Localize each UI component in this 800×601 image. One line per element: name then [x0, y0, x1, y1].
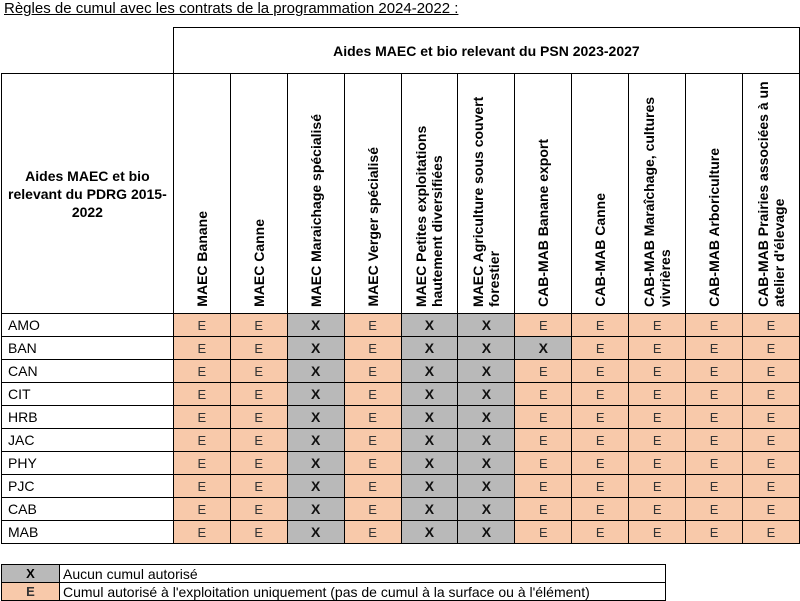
pdrg-header: Aides MAEC et bio relevant du PDRG 2015-2022	[2, 74, 174, 314]
table-cell: E	[515, 498, 572, 521]
table-cell: E	[572, 498, 629, 521]
table-cell: E	[743, 498, 800, 521]
table-cell: E	[743, 406, 800, 429]
column-header	[230, 74, 287, 314]
table-cell: X	[458, 475, 515, 498]
column-header-label: MAEC Canne	[250, 219, 267, 307]
row-label: PHY	[2, 452, 174, 475]
table-cell: X	[287, 429, 344, 452]
table-cell: E	[230, 521, 287, 544]
table-row	[2, 406, 800, 429]
row-label: PJC	[2, 475, 174, 498]
column-header-label: MAEC Banane	[193, 211, 210, 307]
column-header	[401, 74, 458, 314]
table-cell: E	[344, 429, 401, 452]
row-label: AMO	[2, 314, 174, 337]
table-cell: X	[458, 314, 515, 337]
column-header	[458, 74, 515, 314]
table-cell: E	[515, 452, 572, 475]
table-cell: E	[230, 406, 287, 429]
table-cell: E	[686, 360, 743, 383]
table-cell: X	[401, 383, 458, 406]
row-label: BAN	[2, 337, 174, 360]
psn-header: Aides MAEC et bio relevant du PSN 2023-2027	[173, 28, 799, 74]
table-cell: X	[287, 475, 344, 498]
column-header-label: CAB-MAB Prairies associées à un atelier d'élevage	[755, 81, 788, 307]
table-cell: E	[629, 452, 686, 475]
table-cell: E	[629, 521, 686, 544]
table-cell: E	[344, 406, 401, 429]
row-label: CIT	[2, 383, 174, 406]
table-cell: E	[344, 314, 401, 337]
table-cell: E	[344, 521, 401, 544]
table-cell: X	[458, 360, 515, 383]
legend-code: E	[2, 583, 60, 601]
column-header	[173, 74, 230, 314]
table-cell: E	[686, 383, 743, 406]
legend-text: Aucun cumul autorisé	[60, 565, 666, 583]
column-header-label: MAEC Agriculture sous couvert forestier	[470, 96, 503, 307]
table-cell: E	[515, 475, 572, 498]
table-cell: X	[287, 337, 344, 360]
column-header	[287, 74, 344, 314]
table-cell: E	[173, 406, 230, 429]
table-cell: X	[401, 314, 458, 337]
table-cell: E	[230, 383, 287, 406]
table-cell: X	[287, 406, 344, 429]
table-cell: E	[173, 337, 230, 360]
table-cell: E	[686, 429, 743, 452]
table-cell: E	[515, 314, 572, 337]
table-cell: E	[686, 521, 743, 544]
table-cell: X	[401, 406, 458, 429]
table-cell: E	[743, 383, 800, 406]
table-cell: E	[572, 337, 629, 360]
table-cell: E	[515, 406, 572, 429]
table-cell: X	[458, 498, 515, 521]
legend-table	[1, 564, 666, 601]
table-cell: X	[287, 452, 344, 475]
table-cell: E	[230, 475, 287, 498]
table-cell: X	[458, 429, 515, 452]
document-title: Règles de cumul avec les contrats de la programmation 2024-2022 :	[4, 0, 459, 17]
table-cell: E	[344, 452, 401, 475]
corner-blank	[2, 28, 174, 74]
table-cell: E	[344, 498, 401, 521]
table-cell: E	[173, 383, 230, 406]
table-cell: E	[743, 475, 800, 498]
table-cell: E	[173, 521, 230, 544]
table-body	[2, 314, 800, 544]
table-cell: E	[629, 475, 686, 498]
table-cell: E	[515, 429, 572, 452]
table-cell: X	[287, 314, 344, 337]
row-label: MAB	[2, 521, 174, 544]
table-cell: E	[572, 314, 629, 337]
table-cell: X	[401, 452, 458, 475]
table-cell: X	[515, 337, 572, 360]
legend-row	[2, 565, 666, 583]
row-label: CAN	[2, 360, 174, 383]
table-cell: X	[401, 360, 458, 383]
row-label: JAC	[2, 429, 174, 452]
table-cell: E	[686, 452, 743, 475]
table-cell: X	[458, 452, 515, 475]
table-cell: E	[743, 452, 800, 475]
table-cell: X	[401, 498, 458, 521]
table-cell: E	[686, 498, 743, 521]
table-cell: X	[287, 498, 344, 521]
table-cell: E	[173, 452, 230, 475]
table-cell: E	[629, 360, 686, 383]
table-cell: E	[686, 475, 743, 498]
table-cell: X	[401, 475, 458, 498]
table-cell: X	[401, 521, 458, 544]
table-cell: E	[572, 452, 629, 475]
table-cell: E	[572, 475, 629, 498]
table-cell: E	[743, 521, 800, 544]
table-row	[2, 360, 800, 383]
table-cell: E	[572, 383, 629, 406]
table-cell: X	[287, 383, 344, 406]
table-cell: E	[515, 383, 572, 406]
table-cell: E	[344, 360, 401, 383]
table-row	[2, 314, 800, 337]
column-header-label: CAB-MAB Banane export	[535, 138, 552, 307]
table-cell: E	[230, 337, 287, 360]
row-label: CAB	[2, 498, 174, 521]
table-cell: E	[629, 429, 686, 452]
legend-code: X	[2, 565, 60, 583]
table-cell: X	[458, 406, 515, 429]
column-header	[743, 74, 800, 314]
table-cell: E	[515, 521, 572, 544]
table-cell: E	[629, 314, 686, 337]
table-cell: E	[572, 360, 629, 383]
table-cell: X	[458, 383, 515, 406]
table-cell: E	[572, 521, 629, 544]
table-row	[2, 383, 800, 406]
table-cell: E	[173, 314, 230, 337]
table-cell: E	[629, 337, 686, 360]
column-header-label: MAEC Verger spécialisé	[364, 147, 381, 307]
cumul-rules-table	[1, 27, 800, 544]
table-cell: E	[743, 337, 800, 360]
table-cell: X	[458, 337, 515, 360]
column-header	[629, 74, 686, 314]
column-header	[686, 74, 743, 314]
table-row	[2, 475, 800, 498]
table-cell: E	[230, 429, 287, 452]
table-row	[2, 498, 800, 521]
table-cell: E	[173, 498, 230, 521]
table-cell: E	[344, 383, 401, 406]
column-header-label: MAEC Maraichage spécialisé	[307, 114, 324, 307]
table-cell: E	[743, 314, 800, 337]
table-row	[2, 337, 800, 360]
table-cell: E	[629, 498, 686, 521]
table-cell: E	[173, 475, 230, 498]
column-header-label: MAEC Petites exploitations hautement diversifiées	[413, 125, 446, 307]
table-cell: X	[401, 337, 458, 360]
column-header-label: CAB-MAB Canne	[592, 193, 609, 307]
column-header	[572, 74, 629, 314]
table-cell: X	[287, 360, 344, 383]
table-cell: E	[572, 429, 629, 452]
table-cell: E	[230, 498, 287, 521]
table-row	[2, 452, 800, 475]
table-cell: E	[686, 337, 743, 360]
table-cell: E	[686, 406, 743, 429]
table-cell: E	[344, 475, 401, 498]
table-cell: X	[287, 521, 344, 544]
table-cell: X	[458, 521, 515, 544]
table-row	[2, 429, 800, 452]
table-cell: E	[173, 360, 230, 383]
table-cell: E	[629, 406, 686, 429]
table-row	[2, 521, 800, 544]
table-cell: E	[743, 360, 800, 383]
table-cell: E	[515, 360, 572, 383]
legend-row	[2, 583, 666, 601]
column-header-label: CAB-MAB Arboriculture	[706, 148, 723, 307]
table-cell: E	[230, 360, 287, 383]
table-cell: E	[230, 314, 287, 337]
column-header	[344, 74, 401, 314]
row-label: HRB	[2, 406, 174, 429]
table-cell: E	[230, 452, 287, 475]
column-header	[515, 74, 572, 314]
table-cell: E	[629, 383, 686, 406]
table-cell: E	[344, 337, 401, 360]
legend-text: Cumul autorisé à l'exploitation uniquement (pas de cumul à la surface ou à l'élément)	[60, 583, 666, 601]
table-cell: E	[173, 429, 230, 452]
table-cell: E	[686, 314, 743, 337]
column-header-label: CAB-MAB Maraîchage, cultures vivrières	[641, 96, 674, 307]
table-cell: E	[743, 429, 800, 452]
table-cell: X	[401, 429, 458, 452]
table-cell: E	[572, 406, 629, 429]
